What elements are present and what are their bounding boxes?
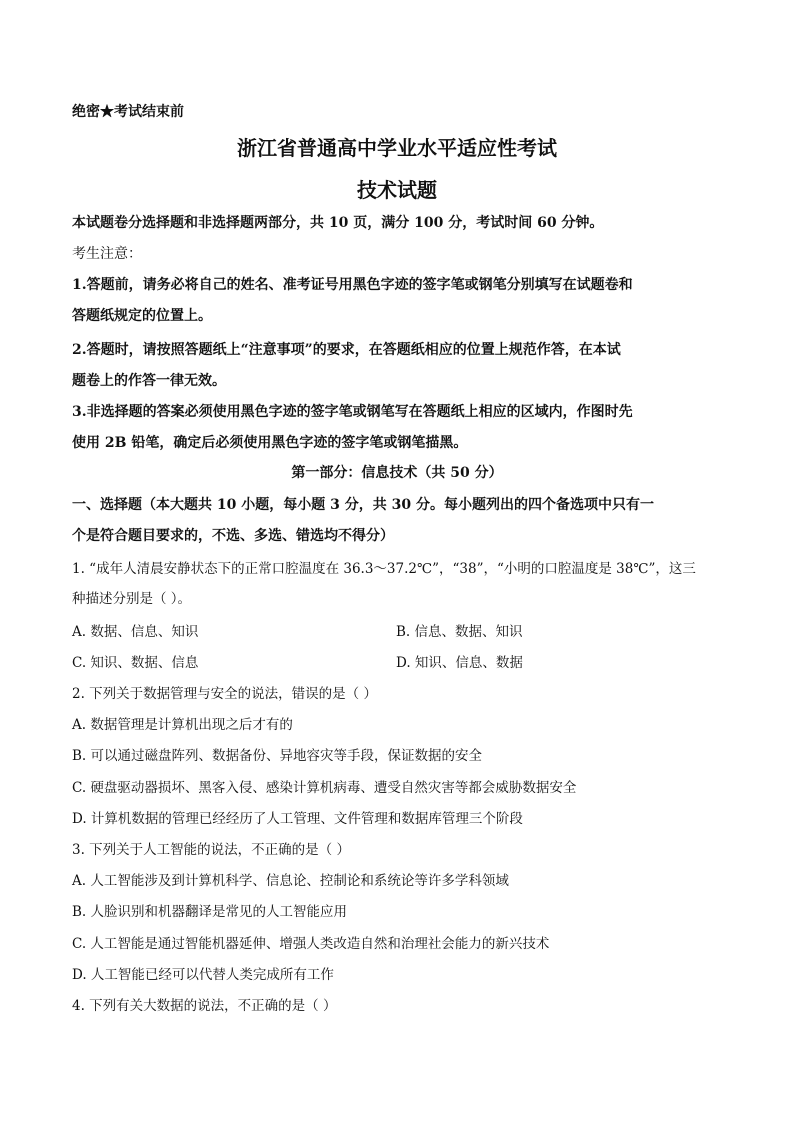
notice-1-line-2: 答题纸规定的位置上。 xyxy=(72,308,212,324)
question-2-option-a: A. 数据管理是计算机出现之后才有的 xyxy=(72,717,293,733)
question-1-option-a: A. 数据、信息、知识 xyxy=(72,624,199,640)
question-2-option-b: B. 可以通过磁盘阵列、数据备份、异地容灾等手段，保证数据的安全 xyxy=(72,748,483,764)
notice-2-line-2: 题卷上的作答一律无效。 xyxy=(72,373,226,389)
notice-heading: 考生注意： xyxy=(72,246,142,262)
question-1-option-b: B. 信息、数据、知识 xyxy=(396,624,523,640)
section-heading-line-1: 一、选择题（本大题共 10 小题，每小题 3 分，共 30 分。每小题列出的四个备选项中只有一 xyxy=(72,497,654,513)
question-3-option-a: A. 人工智能涉及到计算机科学、信息论、控制论和系统论等许多学科领域 xyxy=(72,873,509,889)
question-2-option-d: D. 计算机数据的管理已经经历了人工管理、文件管理和数据库管理三个阶段 xyxy=(72,811,523,827)
question-2: 2. 下列关于数据管理与安全的说法，错误的是（ ） xyxy=(72,686,377,702)
question-3-option-b: B. 人脸识别和机器翻译是常见的人工智能应用 xyxy=(72,904,348,920)
question-3-option-d: D. 人工智能已经可以代替人类完成所有工作 xyxy=(72,967,334,983)
secret-label: 绝密★考试结束前 xyxy=(72,104,184,120)
question-1-line-2: 种描述分别是（ ）。 xyxy=(72,591,192,607)
notice-3-line-1: 3.非选择题的答案必须使用黑色字迹的签字笔或钢笔写在答题纸上相应的区域内，作图时先 xyxy=(72,404,633,420)
exam-title: 浙江省普通高中学业水平适应性考试 xyxy=(237,136,557,160)
question-2-option-c: C. 硬盘驱动器损坏、黑客入侵、感染计算机病毒、遭受自然灾害等都会威胁数据安全 xyxy=(72,780,577,796)
section-heading-line-2: 个是符合题目要求的，不选、多选、错选均不得分） xyxy=(72,528,394,544)
notice-2-line-1: 2.答题时，请按照答题纸上“注意事项”的要求，在答题纸相应的位置上规范作答，在本试 xyxy=(72,342,621,358)
question-3-option-c: C. 人工智能是通过智能机器延伸、增强人类改造自然和治理社会能力的新兴技术 xyxy=(72,936,550,952)
question-1-option-c: C. 知识、数据、信息 xyxy=(72,655,199,671)
question-1-option-d: D. 知识、信息、数据 xyxy=(396,655,523,671)
notice-3-line-2: 使用 2B 铅笔，确定后必须使用黑色字迹的签字笔或钢笔描黑。 xyxy=(72,435,468,451)
part-heading: 第一部分：信息技术（共 50 分） xyxy=(291,465,503,481)
question-4: 4. 下列有关大数据的说法，不正确的是（ ） xyxy=(72,998,337,1014)
question-3: 3. 下列关于人工智能的说法，不正确的是（ ） xyxy=(72,842,350,858)
question-1-line-1: 1. “成年人清晨安静状态下的正常口腔温度在 36.3～37.2℃”，“38”，“小明的口腔温度是 38℃”，这三 xyxy=(72,561,696,577)
intro-line: 本试题卷分选择题和非选择题两部分，共 10 页，满分 100 分，考试时间 60 分钟。 xyxy=(72,215,604,231)
exam-subtitle: 技术试题 xyxy=(357,178,437,202)
notice-1-line-1: 1.答题前，请务必将自己的姓名、准考证号用黑色字迹的签字笔或钢笔分别填写在试题卷和 xyxy=(72,277,633,293)
